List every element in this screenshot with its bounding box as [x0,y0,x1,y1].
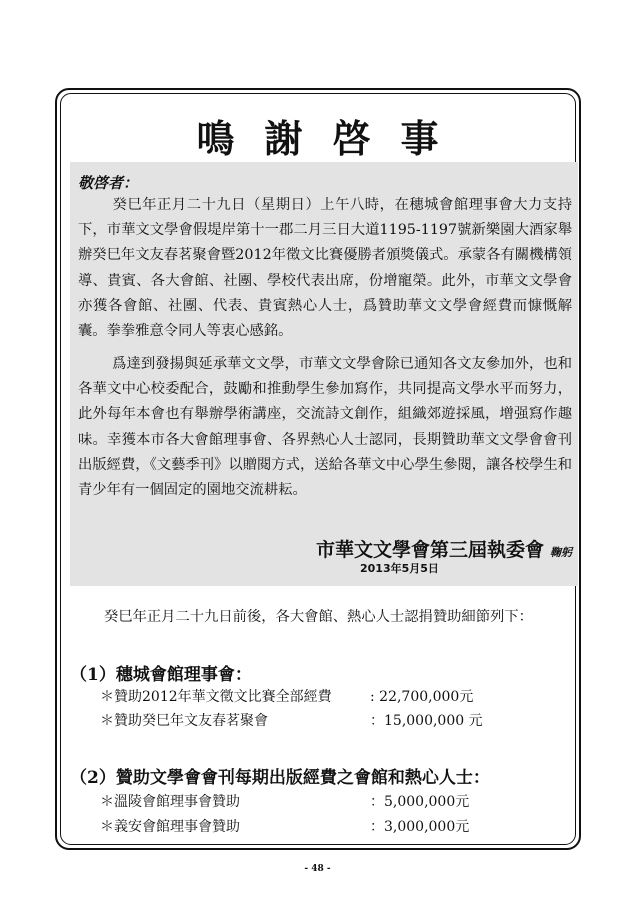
paragraph-2-text: 爲達到發揚與延承華文文學，市華文文學會除已通知各文友參加外，也和各華文中心校委配合，鼓勵和推動學生參加寫作，共同提高文學水平而努力，此外每年本會也有舉辦學術講座，交流詩文創作，組織郊遊採風，增强寫作趣味。幸獲本市各大會館理事會、各界熱心人士認同，長期贊助華文文學會會刊出版經費，《文藝季刊》以贈閱方式，送給各華文中心學生參閱，讓各校學生和青少年有一個固定的園地交流耕耘。 [78,356,572,499]
section-heading-1: （1）穗城會館理事會： [70,665,252,685]
donation-item-amount: : 22,700,000元 [370,689,474,705]
donation-item-label: ＊贊助癸巳年文友春茗聚會 [100,713,268,729]
donation-item-amount: ：15,000,000 元 [370,713,483,729]
donation-intro [70,605,576,629]
donation-item-label: ＊贊助2012年華文徵文比賽全部經費 [100,689,332,705]
signature-org: 市華文文學會第三屆執委會 [315,539,544,561]
donation-item [100,686,473,706]
paragraph-2 [78,352,572,503]
donation-item [100,816,469,836]
paragraph-1-text: 癸巳年正月二十九日（星期日）上午八時，在穗城會館理事會大力支持下，市華文文學會假堤岸第十一郡二月三日大道1195-1197號新樂園大酒家舉辦癸巳年文友春茗聚會暨2012年徵文比賽優勝者頒獎儀式。承蒙各有關機構領導、貴賓、各大會館、社團、學校代表出席，份增寵榮。此外，市華文文學會亦獲各會館、社團、代表、貴賓熱心人士，爲贊助華文文學會經費而慷慨解囊。拳拳雅意令同人等衷心感銘。 [78,197,572,340]
donation-item [100,710,483,730]
donation-item [100,791,469,811]
signature [316,535,572,562]
page-number: - 48 - [304,864,331,874]
signature-date: 2013年5月5日 [360,562,439,575]
donation-item-label: ＊溫陵會館理事會贊助 [100,794,240,810]
section-heading-2: （2）贊助文學會會刊每期出版經費之會館和熱心人士： [70,768,490,788]
signature-suffix: 鞠躬 [550,546,572,559]
donation-item-amount: ：3,000,000元 [370,819,470,835]
donation-intro-text: 癸巳年正月二十九日前後，各大會館、熱心人士認捐贊助細節列下： [104,609,533,625]
greeting: 敬啓者： [78,174,139,192]
page-title: 鳴謝啓事 [196,116,469,161]
paragraph-1 [78,193,572,344]
donation-item-amount: ：5,000,000元 [370,794,470,810]
donation-item-label: ＊義安會館理事會贊助 [100,819,240,835]
